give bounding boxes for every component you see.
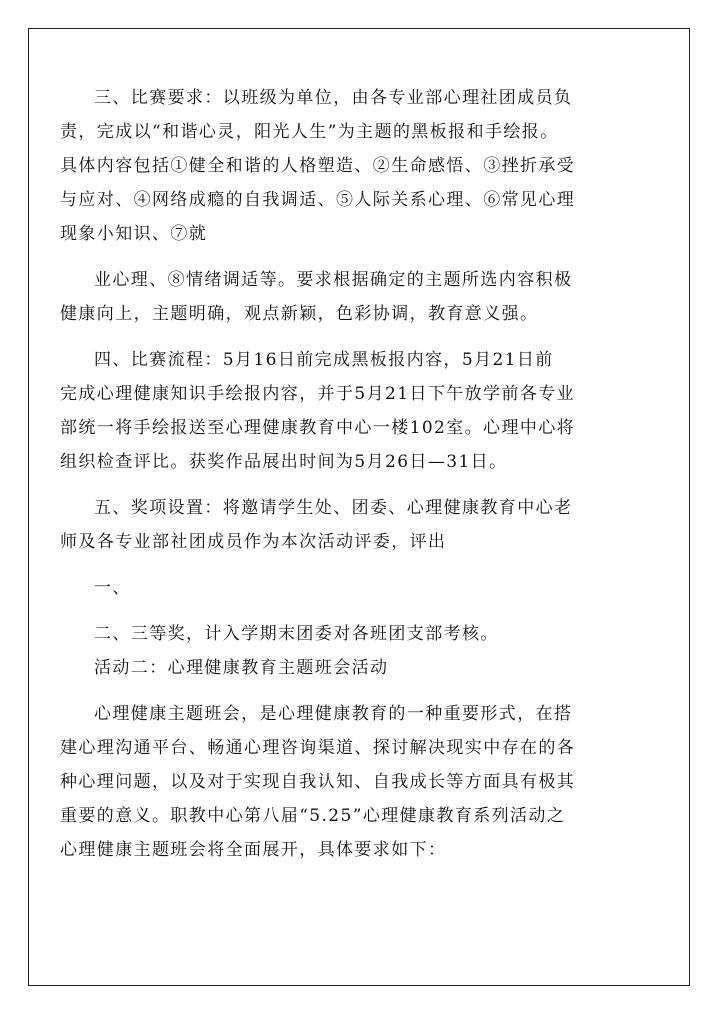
paragraph-line: 重要的意义。职教中心第八届“5.25”心理健康教育系列活动之 [60, 806, 566, 826]
paragraph-line: 具体内容包括①健全和谐的人格塑造、②生命感悟、③挫折承受 [60, 156, 576, 176]
paragraph-line: 建心理沟通平台、畅通心理咨询渠道、探讨解决现实中存在的各 [60, 738, 576, 758]
paragraph-line: 三、比赛要求：以班级为单位，由各专业部心理社团成员负 [94, 88, 573, 108]
paragraph-line: 师及各专业部社团成员作为本次活动评委，评出 [60, 532, 447, 552]
paragraph-line: 一、 [94, 578, 131, 598]
paragraph-line: 五、奖项设置：将邀请学生处、团委、心理健康教育中心老 [94, 498, 573, 518]
paragraph-line: 心理健康主题班会将全面展开，具体要求如下： [60, 840, 447, 860]
paragraph-line: 四、比赛流程：5月16日前完成黑板报内容，5月21日前 [94, 350, 554, 370]
section-heading: 活动二：心理健康教育主题班会活动 [94, 658, 389, 678]
paragraph-line: 部统一将手绘报送至心理健康教育中心一楼102室。心理中心将 [60, 418, 576, 438]
paragraph-line: 与应对、④网络成瘾的自我调适、⑤人际关系心理、⑥常见心理 [60, 190, 576, 210]
paragraph-line: 种心理问题，以及对于实现自我认知、自我成长等方面具有极其 [60, 772, 576, 792]
paragraph-line: 现象小知识、⑦就 [60, 224, 208, 244]
paragraph-line: 心理健康主题班会，是心理健康教育的一种重要形式，在搭 [94, 704, 573, 724]
paragraph-line: 二、三等奖，计入学期末团委对各班团支部考核。 [94, 624, 499, 644]
paragraph-line: 业心理、⑧情绪调适等。要求根据确定的主题所选内容积极 [94, 270, 573, 290]
paragraph-line: 责，完成以“和谐心灵，阳光人生”为主题的黑板报和手绘报。 [60, 122, 559, 142]
paragraph-line: 健康向上，主题明确，观点新颖，色彩协调，教育意义强。 [60, 304, 539, 324]
paragraph-line: 完成心理健康知识手绘报内容，并于5月21日下午放学前各专业 [60, 384, 576, 404]
paragraph-line: 组织检查评比。获奖作品展出时间为5月26日—31日。 [60, 452, 508, 472]
